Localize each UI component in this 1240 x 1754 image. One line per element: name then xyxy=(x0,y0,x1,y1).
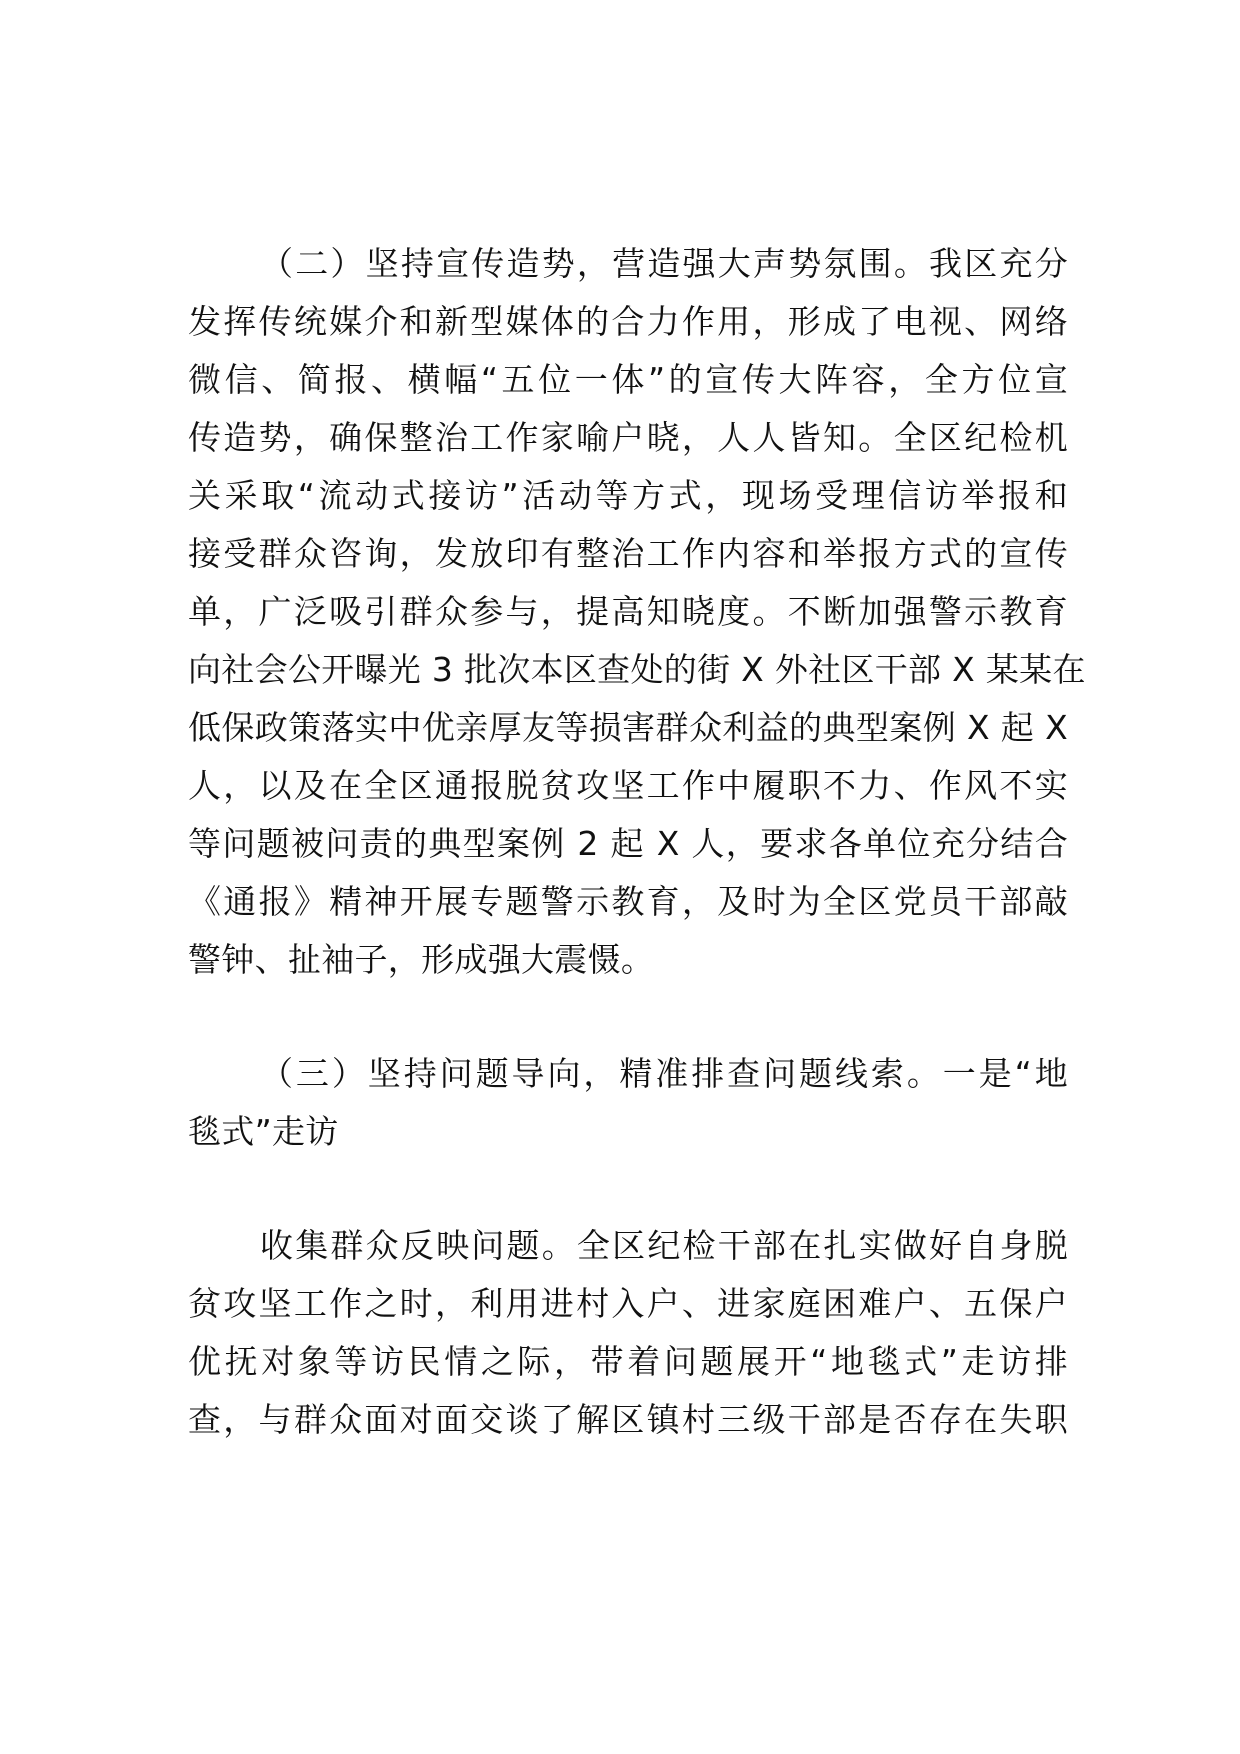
paragraph-line: 低保政策落实中优亲厚友等损害群众利益的典型案例 X 起 X xyxy=(188,708,1068,747)
paragraph-line: 贫攻坚工作之时，利用进村入户、进家庭困难户、五保户 xyxy=(188,1284,1068,1323)
paragraph-line: 优抚对象等访民情之际，带着问题展开“地毯式”走访排 xyxy=(188,1342,1068,1381)
paragraph-line: （二）坚持宣传造势，营造强大声势氛围。我区充分 xyxy=(260,244,1068,283)
paragraph-line: 传造势，确保整治工作家喻户晓，人人皆知。全区纪检机 xyxy=(188,418,1068,457)
paragraph-line: 人，以及在全区通报脱贫攻坚工作中履职不力、作风不实 xyxy=(188,766,1068,805)
paragraph-line: （三）坚持问题导向，精准排查问题线索。一是“地 xyxy=(260,1054,1068,1093)
paragraph-line: 向社会公开曝光 3 批次本区查处的街 X 外社区干部 X 某某在 xyxy=(188,650,1086,689)
paragraph-line: 等问题被问责的典型案例 2 起 X 人，要求各单位充分结合 xyxy=(188,824,1068,863)
paragraph-line: 微信、简报、横幅“五位一体”的宣传大阵容，全方位宣 xyxy=(188,360,1068,399)
paragraph-line: 毯式”走访 xyxy=(188,1112,339,1151)
paragraph-line: 收集群众反映问题。全区纪检干部在扎实做好自身脱 xyxy=(260,1226,1068,1265)
paragraph-line: 单，广泛吸引群众参与，提高知晓度。不断加强警示教育 xyxy=(188,592,1068,631)
paragraph-line: 《通报》精神开展专题警示教育，及时为全区党员干部敲 xyxy=(188,882,1068,921)
paragraph-line: 发挥传统媒介和新型媒体的合力作用，形成了电视、网络 xyxy=(188,302,1068,341)
paragraph-line: 接受群众咨询，发放印有整治工作内容和举报方式的宣传 xyxy=(188,534,1068,573)
paragraph-line: 查，与群众面对面交谈了解区镇村三级干部是否存在失职 xyxy=(188,1400,1068,1439)
paragraph-line: 关采取“流动式接访”活动等方式，现场受理信访举报和 xyxy=(188,476,1068,515)
paragraph-line: 警钟、扯袖子，形成强大震慑。 xyxy=(188,940,655,979)
